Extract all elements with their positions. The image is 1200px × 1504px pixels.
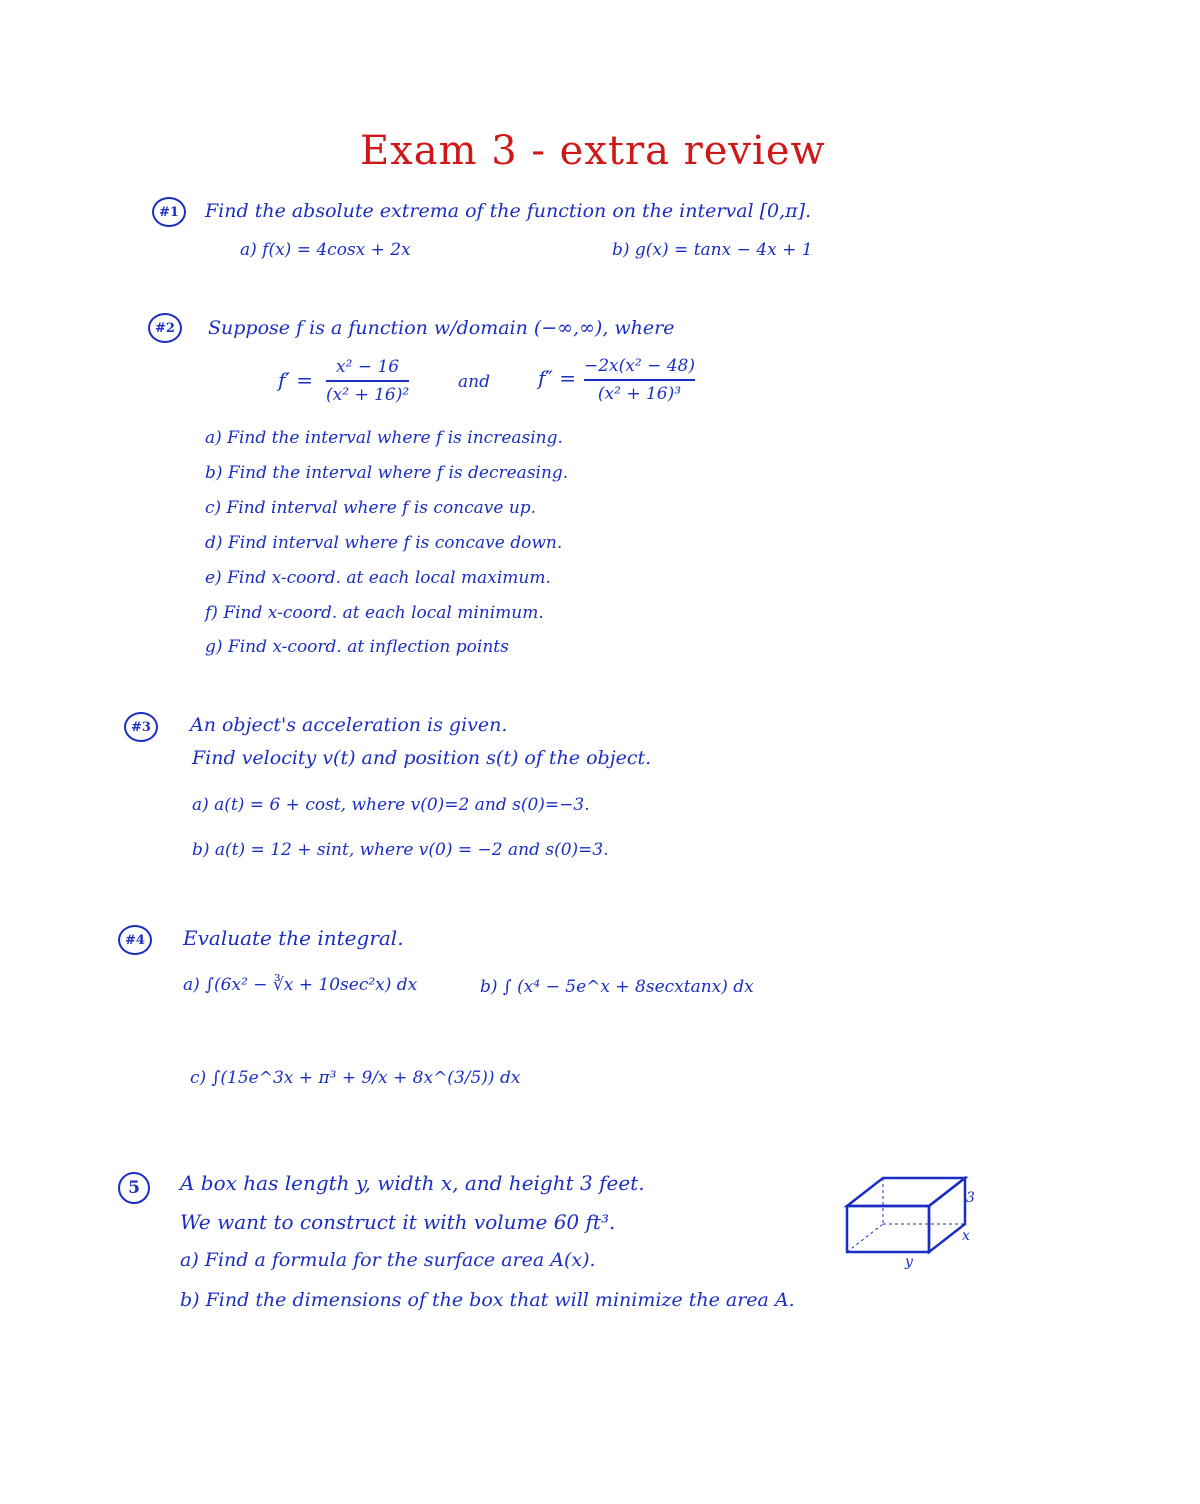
problem-4-part-c: c) ∫(15e^3x + π³ + 9/x + 8x^(3/5)) dx [190, 1068, 521, 1088]
problem-number-3: #3 [124, 712, 158, 742]
f-double-prime-denominator: (x² + 16)³ [597, 384, 682, 404]
problem-3-line-1: An object's acceleration is given. [190, 714, 508, 736]
problem-2-item-d: d) Find interval where f is concave down. [205, 533, 563, 553]
f-prime-numerator: x² − 16 [336, 357, 400, 377]
f-prime-denominator: (x² + 16)² [326, 385, 410, 405]
problem-5-part-a: a) Find a formula for the surface area A(x). [180, 1249, 596, 1271]
f-prime-label: f′ = [278, 368, 314, 392]
problem-2-item-g: g) Find x-coord. at inflection points [205, 637, 509, 657]
problem-number-4: #4 [118, 925, 152, 955]
problem-number-2: #2 [148, 313, 182, 343]
problem-3-part-b: b) a(t) = 12 + sint, where v(0) = −2 and s(0)=3. [192, 840, 609, 860]
box-length-label: y [905, 1254, 913, 1270]
problem-4-part-b: b) ∫ (x⁴ − 5e^x + 8secxtanx) dx [480, 977, 754, 997]
f-double-prime-label: f″ = [538, 366, 576, 390]
problem-2-item-a: a) Find the interval where f is increasing. [205, 428, 563, 448]
box-front-face [847, 1206, 929, 1252]
page-title: Exam 3 - extra review [360, 128, 826, 174]
fraction-bar [326, 380, 409, 382]
problem-number-5: 5 [118, 1172, 150, 1204]
problem-5-line-1: A box has length y, width x, and height 3 feet. [180, 1171, 645, 1195]
problem-3-line-2: Find velocity v(t) and position s(t) of the object. [192, 747, 652, 769]
problem-4-part-a: a) ∫(6x² − ∛x + 10sec²x) dx [183, 975, 418, 995]
problem-5-part-b: b) Find the dimensions of the box that will minimize the area A. [180, 1289, 795, 1311]
f-double-prime-fraction [584, 356, 695, 404]
problem-2-item-c: c) Find interval where f is concave up. [205, 498, 537, 518]
problem-1-part-b: b) g(x) = tanx − 4x + 1 [612, 240, 813, 260]
problem-2-item-b: b) Find the interval where f is decreasing. [205, 463, 569, 483]
problem-2-item-f: f) Find x-coord. at each local minimum. [205, 603, 544, 623]
problem-number-1: #1 [152, 197, 186, 227]
box-width-label: x [962, 1228, 970, 1244]
f-double-prime-numerator: −2x(x² − 48) [584, 356, 695, 376]
problem-3-part-a: a) a(t) = 6 + cost, where v(0)=2 and s(0)=−3. [192, 795, 590, 815]
box-hidden-edges [847, 1178, 965, 1252]
problem-4-text: Evaluate the integral. [183, 926, 404, 950]
box-height-label: 3 [966, 1190, 975, 1206]
box-side-face [929, 1178, 965, 1252]
fraction-bar [584, 379, 695, 381]
f-prime-fraction [326, 357, 409, 405]
problem-2-item-e: e) Find x-coord. at each local maximum. [205, 568, 551, 588]
and-word: and [458, 372, 490, 392]
problem-5-line-2: We want to construct it with volume 60 ft³. [180, 1210, 616, 1234]
problem-1-text: Find the absolute extrema of the function on the interval [0,π]. [205, 200, 812, 222]
problem-1-part-a: a) f(x) = 4cosx + 2x [240, 240, 411, 260]
problem-2-text: Suppose f is a function w/domain (−∞,∞), where [208, 317, 675, 339]
